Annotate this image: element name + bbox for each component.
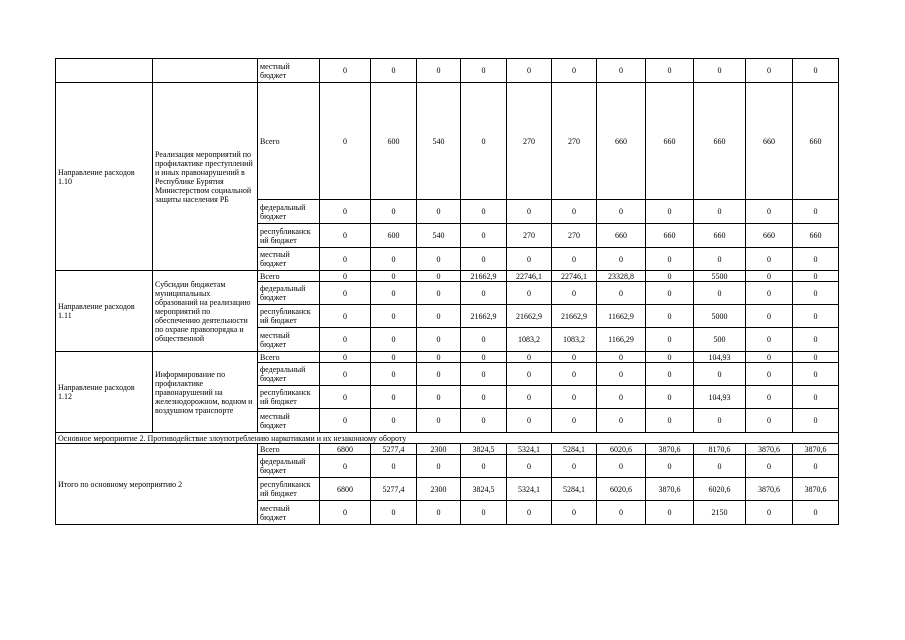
table-cell: 0	[746, 305, 793, 328]
table-cell: 0	[507, 386, 552, 409]
table-cell: 0	[646, 282, 694, 305]
table-row	[56, 271, 839, 282]
table-cell: 3870,6	[793, 444, 839, 455]
description-cell-empty	[153, 59, 258, 83]
table-cell: 5000	[694, 305, 746, 328]
table-cell: 6020,6	[694, 478, 746, 501]
table-cell: 0	[746, 386, 793, 409]
table-cell: 5284,1	[552, 444, 597, 455]
table-cell: 600	[371, 83, 417, 200]
funding-source-label: республиканск ий бюджет	[258, 386, 320, 409]
table-row	[56, 59, 839, 83]
table-cell: 0	[320, 59, 371, 83]
table-cell: 660	[793, 83, 839, 200]
table-cell: 6800	[320, 444, 371, 455]
table-cell: 0	[371, 363, 417, 386]
table-cell: 0	[371, 271, 417, 282]
table-cell: 104,93	[694, 352, 746, 363]
table-cell: 0	[461, 501, 507, 525]
table-cell: 0	[746, 328, 793, 352]
table-cell: 0	[646, 248, 694, 271]
table-cell: 6800	[320, 478, 371, 501]
table-cell: 0	[746, 59, 793, 83]
table-cell: 8170,6	[694, 444, 746, 455]
table-cell: 0	[646, 305, 694, 328]
funding-source-label: местный бюджет	[258, 409, 320, 433]
table-cell: 0	[646, 271, 694, 282]
table-cell: 0	[746, 455, 793, 478]
table-cell: 0	[793, 200, 839, 224]
table-cell: 0	[320, 328, 371, 352]
table-cell: 0	[371, 386, 417, 409]
table-cell: 0	[507, 59, 552, 83]
table-cell: 0	[746, 501, 793, 525]
table-cell: 0	[320, 248, 371, 271]
table-cell: 0	[694, 282, 746, 305]
funding-source-label: местный бюджет	[258, 501, 320, 525]
table-cell: 0	[746, 409, 793, 433]
table-cell: 11662,9	[597, 305, 646, 328]
table-cell: 0	[320, 386, 371, 409]
table-row	[56, 433, 839, 444]
expense-direction-label: Направление расходов 1.10	[56, 83, 153, 271]
table-cell: 270	[552, 83, 597, 200]
table-cell: 0	[417, 409, 461, 433]
table-cell: 0	[417, 282, 461, 305]
funding-source-label: местный бюджет	[258, 328, 320, 352]
table-cell: 0	[694, 409, 746, 433]
table-cell: 0	[793, 248, 839, 271]
table-cell: 0	[461, 455, 507, 478]
table-cell: 1166,29	[597, 328, 646, 352]
table-cell: 21662,9	[507, 305, 552, 328]
funding-source-label: местный бюджет	[258, 59, 320, 83]
table-cell: 0	[417, 352, 461, 363]
table-cell: 104,93	[694, 386, 746, 409]
funding-source-label: Всего	[258, 352, 320, 363]
table-cell: 0	[597, 59, 646, 83]
funding-source-label: федеральный бюджет	[258, 455, 320, 478]
table-cell: 0	[461, 386, 507, 409]
table-cell: 0	[417, 501, 461, 525]
table-cell: 0	[461, 224, 507, 248]
table-cell: 0	[371, 59, 417, 83]
table-cell: 0	[597, 248, 646, 271]
table-cell: 0	[371, 352, 417, 363]
table-cell: 660	[793, 224, 839, 248]
table-cell: 0	[646, 200, 694, 224]
table-row	[56, 83, 839, 200]
funding-source-label: федеральный бюджет	[258, 282, 320, 305]
table-cell: 0	[417, 248, 461, 271]
table-row	[56, 444, 839, 455]
funding-source-label: Всего	[258, 271, 320, 282]
table-cell: 0	[320, 224, 371, 248]
table-cell: 22746,1	[552, 271, 597, 282]
table-cell: 5324,1	[507, 478, 552, 501]
table-cell: 0	[746, 200, 793, 224]
table-cell: 21662,9	[552, 305, 597, 328]
table-cell: 0	[461, 409, 507, 433]
table-cell: 0	[793, 501, 839, 525]
table-cell: 0	[417, 200, 461, 224]
table-cell: 0	[417, 59, 461, 83]
table-cell: 660	[694, 83, 746, 200]
funding-source-label: федеральный бюджет	[258, 363, 320, 386]
table-cell: 0	[371, 200, 417, 224]
table-cell: 0	[694, 200, 746, 224]
table-cell: 0	[371, 409, 417, 433]
table-cell: 1083,2	[552, 328, 597, 352]
table-cell: 0	[694, 455, 746, 478]
table-cell: 2300	[417, 444, 461, 455]
table-cell: 3870,6	[646, 444, 694, 455]
table-cell: 540	[417, 224, 461, 248]
table-cell: 5324,1	[507, 444, 552, 455]
table-cell: 0	[552, 409, 597, 433]
funding-source-label: республиканск ий бюджет	[258, 224, 320, 248]
table-cell: 0	[793, 59, 839, 83]
table-cell: 0	[507, 200, 552, 224]
table-cell: 0	[746, 282, 793, 305]
table-cell: 0	[417, 305, 461, 328]
table-cell: 6020,6	[597, 444, 646, 455]
table-cell: 0	[461, 248, 507, 271]
table-cell: 0	[793, 305, 839, 328]
table-cell: 0	[646, 501, 694, 525]
table-cell: 660	[746, 83, 793, 200]
table-cell: 0	[646, 455, 694, 478]
table-cell: 660	[694, 224, 746, 248]
table-row	[56, 352, 839, 363]
table-cell: 0	[646, 352, 694, 363]
funding-source-label: республиканск ий бюджет	[258, 305, 320, 328]
table-cell: 3870,6	[746, 444, 793, 455]
table-cell: 0	[597, 409, 646, 433]
table-cell: 0	[793, 282, 839, 305]
table-cell: 0	[507, 501, 552, 525]
table-cell: 0	[597, 455, 646, 478]
table-cell: 0	[320, 363, 371, 386]
main-event-heading: Основное мероприятие 2. Противодействие злоупотреблению наркотиками и их незаконному обороту	[56, 433, 839, 444]
table-cell: 0	[793, 455, 839, 478]
table-cell: 0	[320, 83, 371, 200]
table-body	[56, 59, 839, 525]
table-cell: 0	[597, 501, 646, 525]
table-cell: 660	[597, 224, 646, 248]
table-cell: 0	[507, 282, 552, 305]
table-cell: 660	[646, 224, 694, 248]
table-cell: 0	[371, 328, 417, 352]
table-cell: 0	[461, 363, 507, 386]
funding-source-label: местный бюджет	[258, 248, 320, 271]
funding-source-label: федеральный бюджет	[258, 200, 320, 224]
table-cell: 3870,6	[793, 478, 839, 501]
table-cell: 5500	[694, 271, 746, 282]
table-cell: 0	[793, 363, 839, 386]
table-cell: 0	[552, 200, 597, 224]
table-cell: 0	[461, 59, 507, 83]
table-cell: 0	[552, 248, 597, 271]
event-description	[153, 271, 258, 352]
table-cell: 0	[597, 363, 646, 386]
table-cell: 23328,8	[597, 271, 646, 282]
table-cell: 0	[417, 386, 461, 409]
table-cell: 0	[417, 328, 461, 352]
table-cell: 0	[646, 59, 694, 83]
funding-source-label: Всего	[258, 444, 320, 455]
expense-direction-label: Направление расходов 1.11	[56, 271, 153, 352]
table-cell: 0	[320, 282, 371, 305]
table-cell: 3870,6	[746, 478, 793, 501]
table-cell: 0	[461, 83, 507, 200]
table-cell: 0	[552, 59, 597, 83]
total-label: Итого по основному мероприятию 2	[56, 444, 258, 525]
table-cell: 0	[746, 352, 793, 363]
table-cell: 0	[507, 409, 552, 433]
table-cell: 270	[507, 83, 552, 200]
event-description	[153, 352, 258, 433]
table-cell: 0	[417, 455, 461, 478]
table-cell: 500	[694, 328, 746, 352]
table-cell: 1083,2	[507, 328, 552, 352]
table-cell: 0	[746, 363, 793, 386]
table-cell: 600	[371, 224, 417, 248]
table-cell: 3870,6	[646, 478, 694, 501]
table-cell: 5277,4	[371, 478, 417, 501]
event-description-text: Субсидии бюджетам муниципальных образований на реализацию мероприятий по обеспечению деятельности по охране правопорядка и общественной	[155, 279, 251, 343]
table-cell: 22746,1	[507, 271, 552, 282]
table-cell: 0	[320, 501, 371, 525]
table-cell: 0	[417, 363, 461, 386]
table-cell: 0	[597, 386, 646, 409]
table-cell: 0	[417, 271, 461, 282]
table-cell: 0	[371, 501, 417, 525]
table-cell: 0	[461, 352, 507, 363]
table-cell: 0	[552, 455, 597, 478]
table-cell: 0	[597, 200, 646, 224]
table-cell: 6020,6	[597, 478, 646, 501]
table-cell: 660	[597, 83, 646, 200]
budget-table	[55, 58, 839, 525]
table-cell: 0	[793, 328, 839, 352]
table-cell: 0	[694, 59, 746, 83]
event-description-text: Реализация мероприятий по профилактике преступлений и иных правонарушений в Республике Бурятия Министерством социальной защиты населения РБ	[155, 149, 253, 204]
table-cell: 0	[793, 409, 839, 433]
table-cell: 2150	[694, 501, 746, 525]
table-cell: 660	[746, 224, 793, 248]
table-cell: 0	[371, 455, 417, 478]
table-cell: 0	[371, 305, 417, 328]
funding-source-label: республиканск ий бюджет	[258, 478, 320, 501]
table-cell: 0	[461, 282, 507, 305]
table-cell: 0	[461, 200, 507, 224]
table-cell: 0	[507, 352, 552, 363]
table-cell: 0	[507, 363, 552, 386]
table-cell: 0	[746, 271, 793, 282]
table-cell: 0	[597, 352, 646, 363]
table-cell: 0	[552, 386, 597, 409]
table-cell: 0	[552, 352, 597, 363]
direction-cell-empty	[56, 59, 153, 83]
table-cell: 0	[793, 352, 839, 363]
table-cell: 540	[417, 83, 461, 200]
table-cell: 21662,9	[461, 305, 507, 328]
table-cell: 0	[461, 328, 507, 352]
table-cell: 0	[552, 282, 597, 305]
table-cell: 0	[646, 328, 694, 352]
table-cell: 0	[646, 363, 694, 386]
table-cell: 0	[552, 501, 597, 525]
table-cell: 0	[507, 248, 552, 271]
table-cell: 0	[320, 271, 371, 282]
table-cell: 0	[793, 386, 839, 409]
table-cell: 0	[746, 248, 793, 271]
table-cell: 270	[507, 224, 552, 248]
table-cell: 0	[371, 248, 417, 271]
table-cell: 660	[646, 83, 694, 200]
expense-direction-label: Направление расходов 1.12	[56, 352, 153, 433]
table-cell: 5284,1	[552, 478, 597, 501]
table-cell: 0	[320, 305, 371, 328]
table-cell: 21662,9	[461, 271, 507, 282]
table-cell: 0	[793, 271, 839, 282]
table-cell: 0	[552, 363, 597, 386]
table-cell: 0	[320, 409, 371, 433]
table-cell: 2300	[417, 478, 461, 501]
event-description	[153, 83, 258, 271]
table-cell: 5277,4	[371, 444, 417, 455]
table-cell: 0	[694, 363, 746, 386]
event-description-text: Информирование по профилактике правонарушений на железнодорожном, водном и воздушном транспорте	[155, 369, 253, 415]
table-cell: 0	[694, 248, 746, 271]
table-cell: 0	[646, 386, 694, 409]
table-cell: 3824,5	[461, 478, 507, 501]
table-cell: 0	[507, 455, 552, 478]
table-cell: 0	[371, 282, 417, 305]
table-cell: 0	[597, 282, 646, 305]
funding-source-label: Всего	[258, 83, 320, 200]
table-cell: 0	[320, 455, 371, 478]
table-cell: 3824,5	[461, 444, 507, 455]
table-cell: 0	[320, 352, 371, 363]
table-cell: 0	[646, 409, 694, 433]
table-cell: 270	[552, 224, 597, 248]
table-cell: 0	[320, 200, 371, 224]
